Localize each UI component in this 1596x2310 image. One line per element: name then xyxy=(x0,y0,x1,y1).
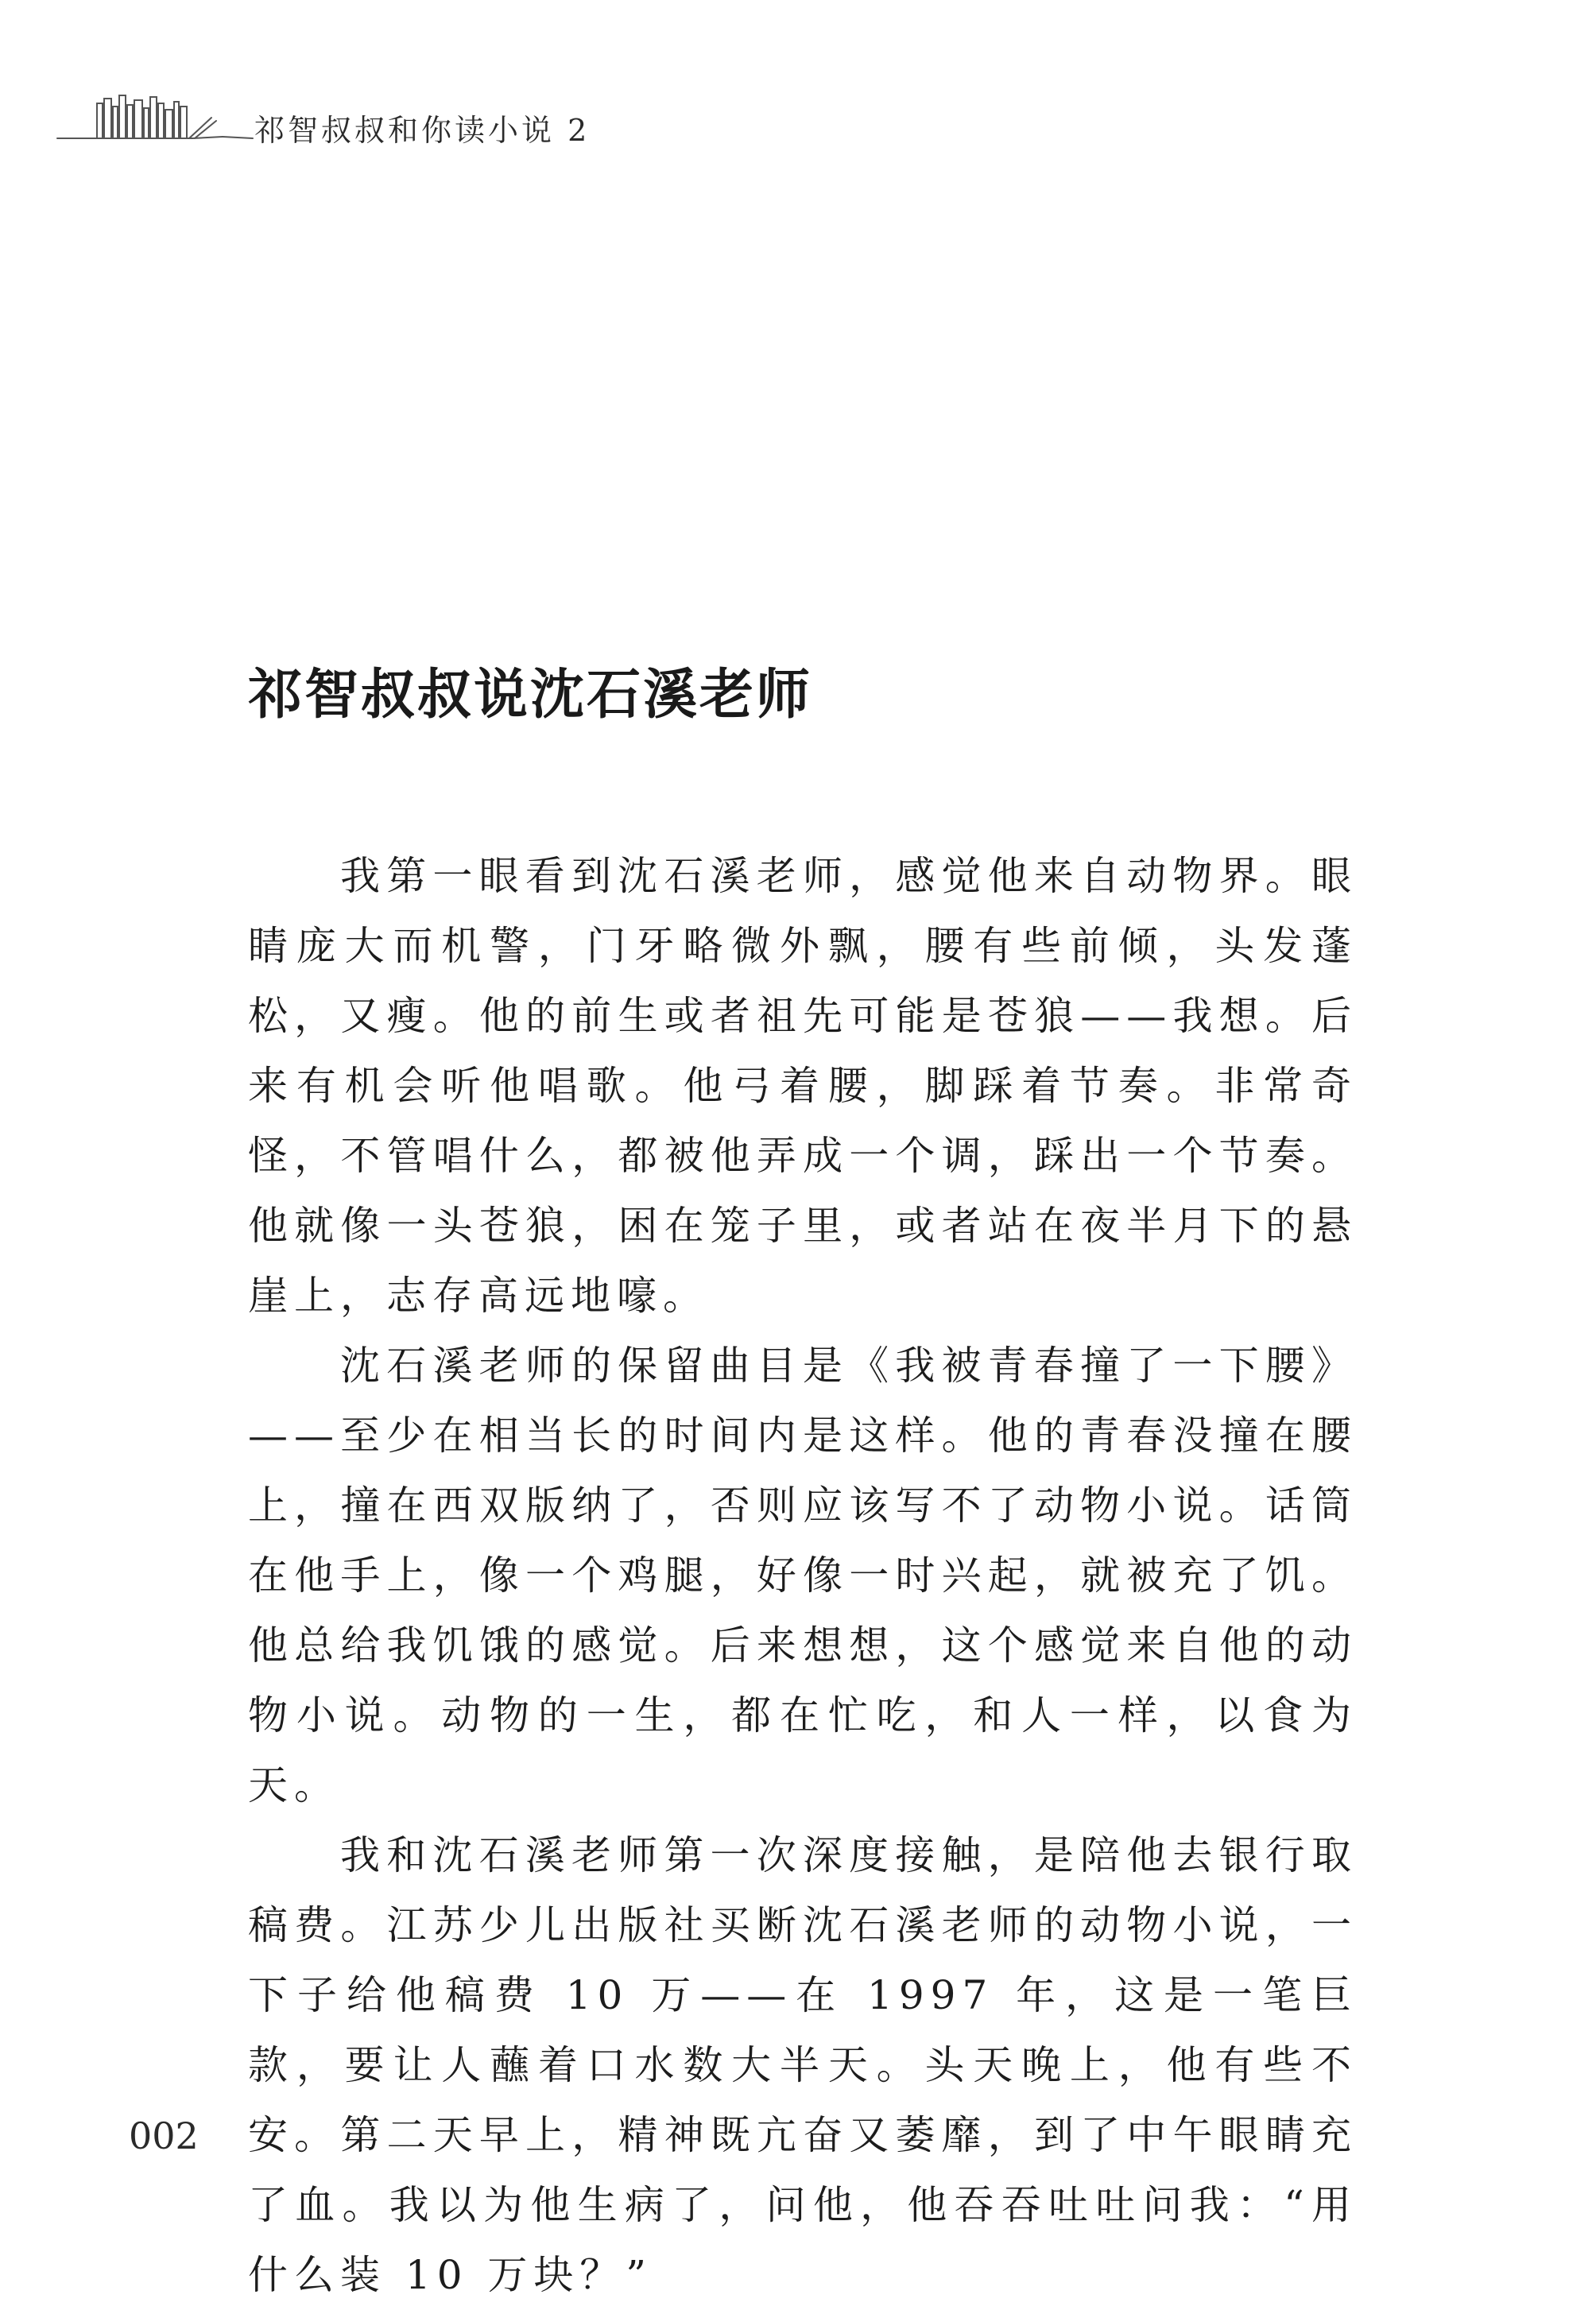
running-header xyxy=(56,87,691,151)
paragraph: 我第一眼看到沈石溪老师，感觉他来自动物界。眼睛庞大而机警，门牙略微外飘，腰有些前倾，头发蓬松，又瘦。他的前生或者祖先可能是苍狼——我想。后来有机会听他唱歌。他弓着腰，脚踩着节奏。非常奇怪，不管唱什么，都被他弄成一个调，踩出一个节奏。他就像一头苍狼，困在笼子里，或者站在夜半月下的悬崖上，志存高远地嚎。 xyxy=(248,853,1358,1319)
paragraph: 我和沈石溪老师第一次深度接触，是陪他去银行取稿费。江苏少儿出版社买断沈石溪老师的动物小说，一下子给他稿费 10 万——在 1997 年，这是一笔巨款，要让人蘸着口水数大半天。头天晚上，他有些不安。第二天早上，精神既亢奋又萎靡，到了中午眼睛充了血。我以为他生病了，问他，他吞吞吐吐问我：“用什么装 10 万块？” xyxy=(248,1832,1358,2298)
chapter-title: 祁智叔叔说沈石溪老师 xyxy=(248,664,813,727)
bookshelf-illustration xyxy=(56,87,254,151)
paragraph: 沈石溪老师的保留曲目是《我被青春撞了一下腰》——至少在相当长的时间内是这样。他的青春没撞在腰上，撞在西双版纳了，否则应该写不了动物小说。话筒在他手上，像一个鸡腿，好像一时兴起，就被充了饥。他总给我饥饿的感觉。后来想想，这个感觉来自他的动物小说。动物的一生，都在忙吃，和人一样，以食为天。 xyxy=(248,1343,1358,1808)
page-number: 002 xyxy=(129,2114,199,2157)
body-text xyxy=(248,841,1358,2310)
running-header-title: 祁智叔叔和你读小说 2 xyxy=(254,113,591,148)
